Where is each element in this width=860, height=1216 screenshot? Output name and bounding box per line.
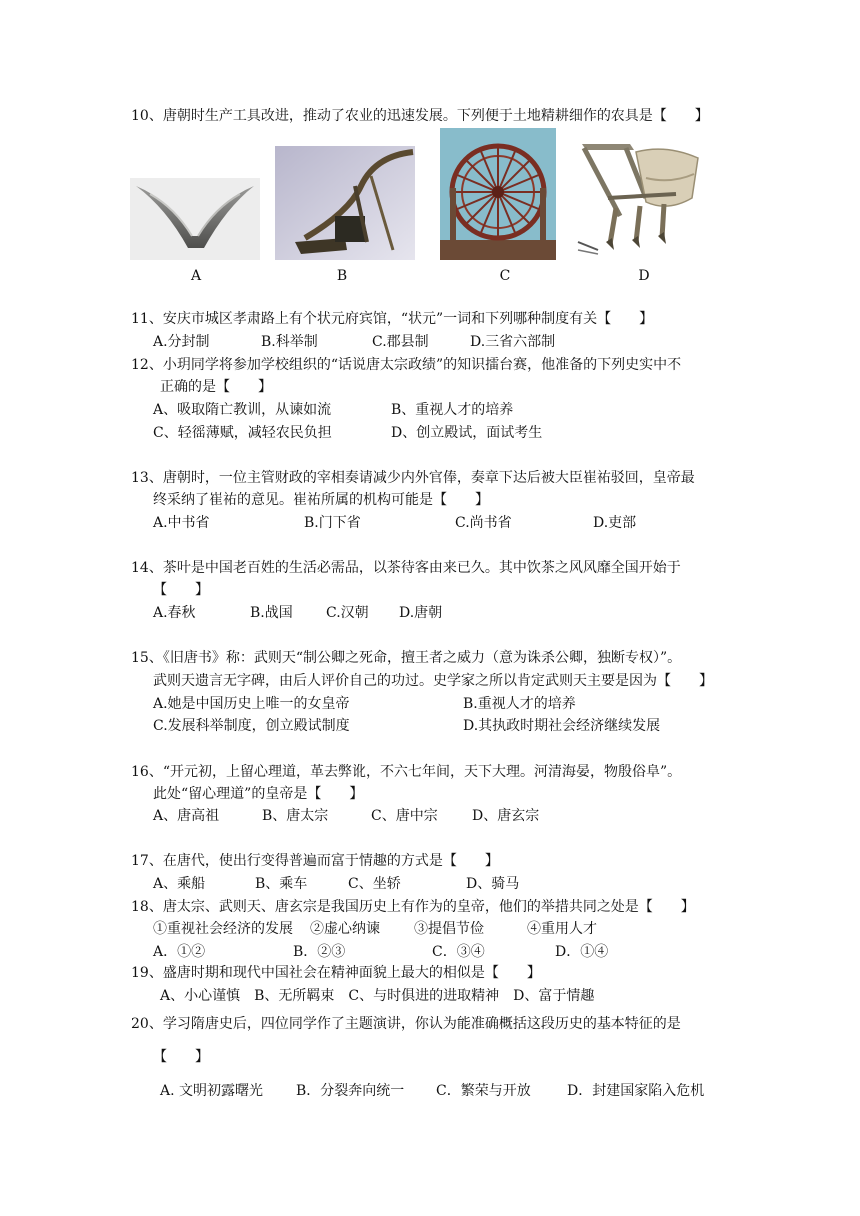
q20-stem: 20、学习隋唐史后，四位同学作了主题演讲，你认为能准确概括这段历史的基本特征的是 [131,1016,681,1032]
q15-option-a: A.她是中国历史上唯一的女皇帝 [153,696,350,712]
q18-option-c: C．③④ [432,944,485,960]
q20-option-d: D．封建国家陷入危机 [567,1083,705,1099]
q18-option-b: B．②③ [293,944,346,960]
q17-option-b: B、乘车 [255,876,308,892]
q12-stem-line2: 正确的是【 】 [160,379,272,395]
q17-option-c: C、坐轿 [348,876,401,892]
q14-stem-line2: 【 】 [153,582,209,598]
q18-item-4: ④重用人才 [527,921,597,937]
q11-option-b: B.科举制 [261,334,318,350]
plow-blade-image [130,178,260,260]
q12-option-b: B、重视人才的培养 [391,402,514,418]
q14-stem-line1: 14、茶叶是中国老百姓的生活必需品，以茶待客由来已久。其中饮茶之风风靡全国开始于 [131,560,681,576]
seed-drill-image [576,138,710,260]
q13-stem-line2: 终采纳了崔祐的意见。崔祐所属的机构可能是【 】 [153,492,489,508]
caption-d: D [638,268,650,284]
q20-option-a: A. 文明初露曙光 [160,1083,264,1099]
q14-option-d: D.唐朝 [399,605,443,621]
q14-option-c: C.汉朝 [326,605,369,621]
q10-stem: 10、唐朝时生产工具改进，推动了农业的迅速发展。下列便于土地精耕细作的农具是【 】 [131,108,709,124]
q16-option-a: A、唐高祖 [153,808,220,824]
q13-option-d: D.吏部 [593,515,637,531]
q13-option-c: C.尚书省 [455,515,512,531]
q12-option-d: D、创立殿试，面试考生 [391,425,543,441]
caption-a: A [190,268,202,284]
q20-bracket: 【 】 [153,1049,209,1065]
q15-option-c: C.发展科举制度，创立殿试制度 [153,718,350,734]
q18-item-2: ②虚心纳谏 [310,921,380,937]
q19-stem: 19、盛唐时期和现代中国社会在精神面貌上最大的相似是【 】 [131,965,541,981]
q14-option-b: B.战国 [250,605,293,621]
q16-option-c: C、唐中宗 [371,808,438,824]
q11-stem: 11、安庆市城区孝肃路上有个状元府宾馆，“状元”一词和下列哪种制度有关【 】 [131,311,654,327]
q14-option-a: A.春秋 [153,605,196,621]
q11-option-d: D.三省六部制 [470,334,556,350]
q11-option-c: C.郡县制 [372,334,429,350]
q17-stem: 17、在唐代，使出行变得普遍而富于情趣的方式是【 】 [131,853,499,869]
q18-stem: 18、唐太宗、武则天、唐玄宗是我国历史上有作为的皇帝，他们的举措共同之处是【 】 [131,899,695,915]
q12-option-c: C、轻徭薄赋，减轻农民负担 [153,425,332,441]
q17-option-d: D、骑马 [466,876,520,892]
q16-option-d: D、唐玄宗 [472,808,540,824]
q16-option-b: B、唐太宗 [262,808,329,824]
curved-plow-image [275,146,415,260]
q18-item-3: ③提倡节俭 [414,921,484,937]
q19-options: A、小心谨慎 B、无所羁束 C、与时俱进的进取精神 D、富于情趣 [160,988,595,1004]
caption-b: B [336,268,348,284]
q18-item-1: ①重视社会经济的发展 [153,921,293,937]
q16-stem-line1: 16、“开元初，上留心理道，革去弊讹，不六七年间，天下大理。河清海晏，物殷俗阜”。 [131,764,682,780]
caption-c: C [499,268,511,284]
q18-option-d: D．①④ [555,944,609,960]
waterwheel-image [440,128,556,260]
q13-option-a: A.中书省 [153,515,210,531]
q11-option-a: A.分封制 [153,334,210,350]
q15-stem-line1: 15、《旧唐书》称：武则天“制公卿之死命，擅王者之威力（意为诛杀公卿，独断专权）”。 [131,650,682,666]
q17-option-a: A、乘船 [153,876,206,892]
q15-option-d: D.其执政时期社会经济继续发展 [463,718,661,734]
q13-option-b: B.门下省 [304,515,361,531]
q13-stem-line1: 13、唐朝时，一位主管财政的宰相奏请减少内外官俸，奏章下达后被大臣崔祐驳回，皇帝最 [131,470,695,486]
q16-stem-line2: 此处“留心理道”的皇帝是【 】 [153,786,364,802]
q20-option-c: C．繁荣与开放 [436,1083,531,1099]
q15-option-b: B.重视人才的培养 [463,696,576,712]
q12-stem-line1: 12、小玥同学将参加学校组织的“话说唐太宗政绩”的知识擂台赛，他准备的下列史实中不 [131,357,682,373]
q15-stem-line2: 武则天遗言无字碑，由后人评价自己的功过。史学家之所以肯定武则天主要是因为【 】 [153,673,713,689]
q12-option-a: A、吸取隋亡教训，从谏如流 [153,402,332,418]
q18-option-a: A．①② [153,944,206,960]
q20-option-b: B．分裂奔向统一 [296,1083,405,1099]
